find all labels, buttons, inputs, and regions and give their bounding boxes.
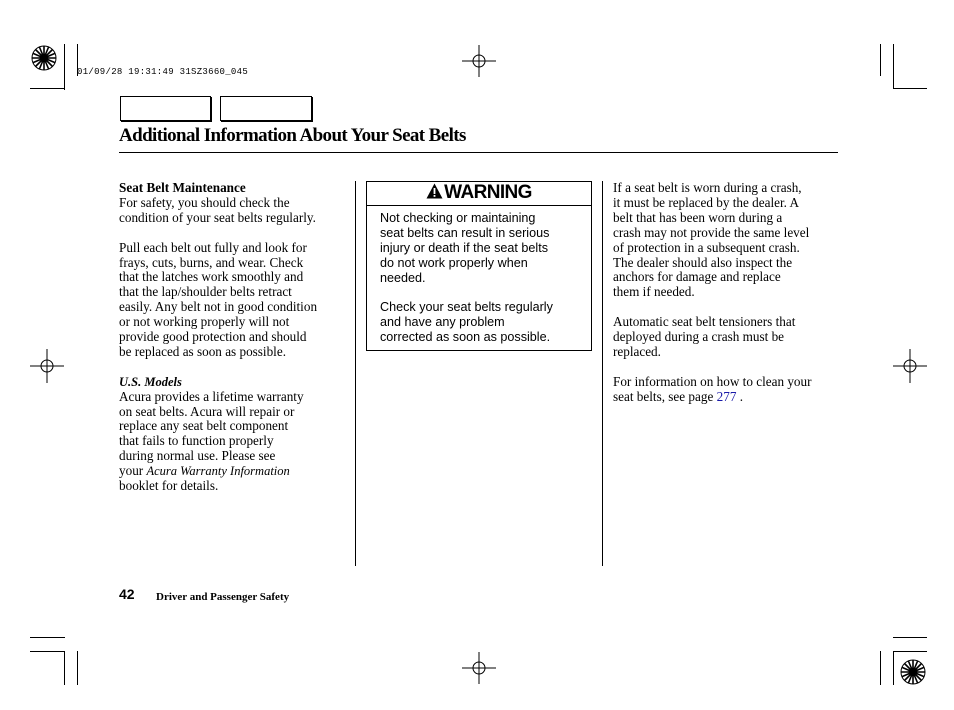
registration-target-icon <box>462 652 496 684</box>
registration-target-icon <box>30 349 64 383</box>
warning-title: WARNING <box>444 182 532 203</box>
page-link[interactable]: 277 <box>716 388 737 404</box>
title-rule <box>119 152 838 153</box>
print-stamp: 01/09/28 19:31:49 31SZ3660_045 <box>77 67 249 77</box>
text-line: during normal use. Please see <box>119 448 276 464</box>
text-line: injury or death if the seat belts <box>380 240 549 255</box>
registration-target-icon <box>462 45 496 77</box>
paragraph <box>613 375 849 405</box>
text-line: corrected as soon as possible. <box>380 330 551 345</box>
paragraph <box>613 181 849 300</box>
text-line: be replaced as soon as possible. <box>119 343 286 359</box>
paragraph <box>119 241 351 360</box>
crop-mark <box>880 651 881 685</box>
crop-mark <box>893 88 927 89</box>
text-line <box>613 390 849 405</box>
text-line: or not working properly will not <box>119 314 290 330</box>
crop-mark <box>30 651 65 652</box>
text-line <box>119 464 351 479</box>
column-divider <box>602 181 603 566</box>
header-tab-box <box>220 96 312 121</box>
text-line: that fails to function properly <box>119 433 274 449</box>
text-line: replace any seat belt component <box>119 418 289 434</box>
warning-box <box>366 181 592 351</box>
text-line: booklet for details. <box>119 478 219 494</box>
text-line: it must be replaced by the dealer. A <box>613 194 800 210</box>
text-line: needed. <box>380 270 426 285</box>
paragraph <box>613 315 849 360</box>
text-line: replaced. <box>613 343 661 359</box>
text-line: condition of your seat belts regularly. <box>119 209 316 225</box>
footer-section: Driver and Passenger Safety <box>156 591 290 603</box>
crop-mark <box>893 651 927 652</box>
right-column <box>613 181 849 405</box>
text-line: do not work properly when <box>380 255 528 270</box>
crop-mark <box>30 637 65 638</box>
text-line: on seat belts. Acura will repair or <box>119 403 295 419</box>
text-line: and have any problem <box>380 315 505 330</box>
text-line: seat belts can result in serious <box>380 225 550 240</box>
color-registration-icon <box>900 659 926 685</box>
warning-triangle-icon <box>426 183 443 199</box>
crop-mark <box>893 44 894 89</box>
text-line: If a seat belt is worn during a crash, <box>613 180 802 195</box>
text-line: belt that has been worn during a <box>613 209 783 225</box>
page-number: 42 <box>119 586 135 602</box>
text-line: For safety, you should check the <box>119 194 290 210</box>
text-line: Not checking or maintaining <box>380 211 536 225</box>
crop-mark <box>77 651 78 685</box>
warning-body <box>380 211 588 345</box>
left-column <box>119 181 351 494</box>
text-line: that the lap/shoulder belts retract <box>119 284 292 300</box>
crop-mark <box>64 651 65 685</box>
text-line: frays, cuts, burns, and wear. Check <box>119 254 304 270</box>
text-line: Check your seat belts regularly <box>380 300 553 315</box>
text-line: deployed during a crash must be <box>613 329 785 345</box>
crop-mark <box>880 44 881 76</box>
text-line: Automatic seat belt tensioners that <box>613 314 796 330</box>
text-line: Acura provides a lifetime warranty <box>119 388 304 404</box>
text-line: For information on how to clean your <box>613 373 812 389</box>
paragraph <box>119 196 351 226</box>
booklet-title: Acura Warranty Information <box>146 464 290 479</box>
text-fragment: your <box>119 463 144 479</box>
paragraph <box>119 390 351 494</box>
color-registration-icon <box>31 45 57 71</box>
header-tab-box <box>120 96 211 121</box>
column-divider <box>355 181 356 566</box>
text-fragment: . <box>739 388 744 404</box>
text-fragment: seat belts, see page <box>613 388 714 404</box>
subheading: U.S. Models <box>119 374 182 389</box>
text-line: of protection in a subsequent crash. <box>613 239 800 255</box>
text-line: The dealer should also inspect the <box>613 254 793 270</box>
crop-mark <box>64 44 65 90</box>
section-heading: Seat Belt Maintenance <box>119 180 246 195</box>
text-line: them if needed. <box>613 284 695 300</box>
page-title: Additional Information About Your Seat Belts <box>119 125 466 146</box>
text-line: provide good protection and should <box>119 329 307 345</box>
crop-mark <box>893 637 927 638</box>
text-line: that the latches work smoothly and <box>119 269 304 285</box>
text-line: anchors for damage and replace <box>613 269 781 285</box>
crop-mark <box>893 651 894 685</box>
text-line: easily. Any belt not in good condition <box>119 299 318 315</box>
text-line: Pull each belt out fully and look for <box>119 239 307 255</box>
text-line: crash may not provide the same level <box>613 224 810 240</box>
warning-header <box>367 182 591 206</box>
registration-target-icon <box>893 349 927 383</box>
crop-mark <box>30 88 65 89</box>
